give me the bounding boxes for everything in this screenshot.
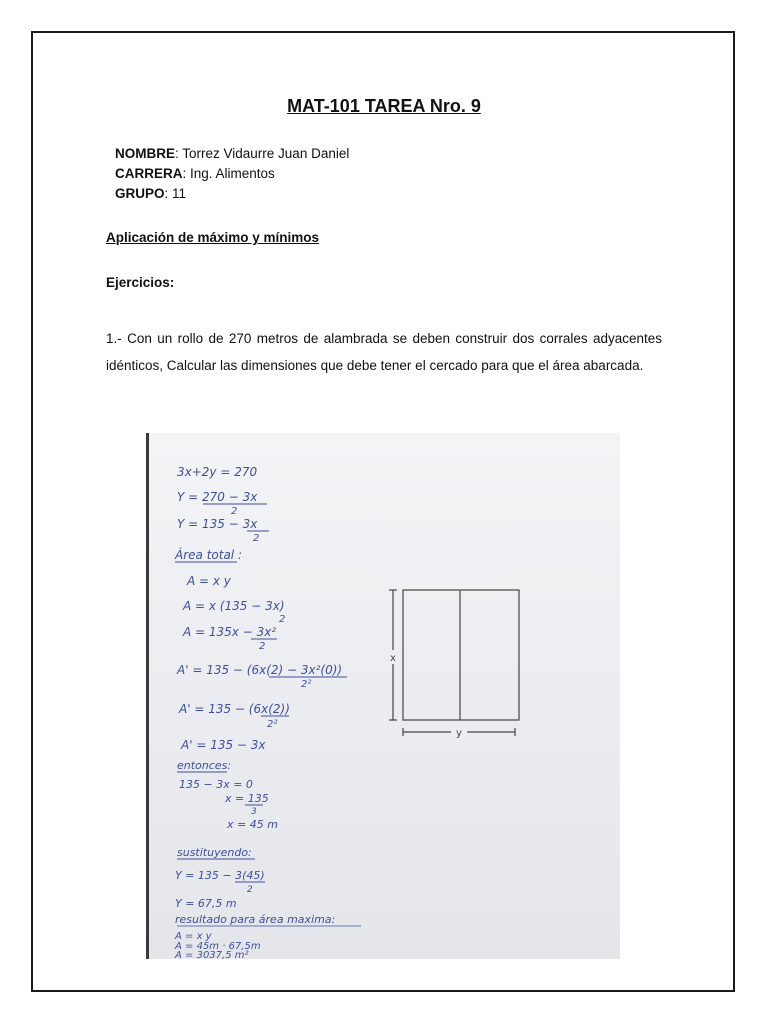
student-info <box>115 144 349 204</box>
hw-line: sustituyendo: <box>177 846 252 859</box>
hw-line: A = 135x − 3x² <box>183 625 277 639</box>
hw-line: x = 45 m <box>227 818 278 831</box>
handwritten-solution-photo <box>146 433 620 959</box>
hw-line: 2 <box>279 614 286 625</box>
handwritten-solution <box>149 433 620 959</box>
hw-line: 2 <box>247 885 253 895</box>
hw-line: entonces: <box>177 759 232 772</box>
hw-line: 2 <box>253 533 260 544</box>
field-carrera: CARRERA: Ing. Alimentos <box>115 166 275 181</box>
hw-line: Y = 135 − 3x <box>177 517 258 531</box>
hw-line: Y = 135 − 3(45) <box>175 869 265 882</box>
hw-line: A = 45m · 67,5m <box>175 941 261 952</box>
exercises-heading: Ejercicios: <box>106 275 175 290</box>
hw-line: Área total : <box>175 548 242 562</box>
hw-line: 2 <box>231 506 238 517</box>
section-heading: Aplicación de máximo y mínimos <box>106 230 320 245</box>
hw-line: 2² <box>301 679 312 690</box>
document-title: MAT-101 TAREA Nro. 9 <box>287 96 481 116</box>
hw-line: x = 135 <box>225 792 269 805</box>
diagram-x-label: x <box>390 653 396 664</box>
hw-line: A' = 135 − 3x <box>181 738 266 752</box>
hw-line: 3 <box>251 807 257 817</box>
hw-line: A = x y <box>187 574 231 588</box>
hw-line: 135 − 3x = 0 <box>179 778 253 791</box>
field-grupo: GRUPO: 11 <box>115 186 187 201</box>
hw-line: 2² <box>267 719 278 730</box>
field-nombre: NOMBRE: Torrez Vidaurre Juan Daniel <box>115 146 350 161</box>
hw-line: 3x+2y = 270 <box>177 465 258 479</box>
hw-line: A = x y <box>175 931 212 942</box>
hw-line: A' = 135 − (6x(2)) <box>179 702 290 716</box>
hw-line: resultado para área maxima: <box>175 913 336 926</box>
hw-line: A = x (135 − 3x) <box>183 599 285 613</box>
diagram-y-label: y <box>456 728 462 739</box>
corrals-diagram <box>389 590 519 736</box>
hw-line: 2 <box>259 641 266 652</box>
problem-statement: 1.- Con un rollo de 270 metros de alambrada se deben construir dos corrales adyacentes idénticos, Calcular las dimensiones que debe tener el cercado para que el área abarcada. <box>106 331 662 373</box>
hw-line: Y = 270 − 3x <box>177 490 258 504</box>
hw-line: A = 3037,5 m² <box>175 950 249 959</box>
hw-line: Y = 67,5 m <box>175 897 237 910</box>
hw-line: A' = 135 − (6x(2) − 3x²(0)) <box>177 663 343 677</box>
